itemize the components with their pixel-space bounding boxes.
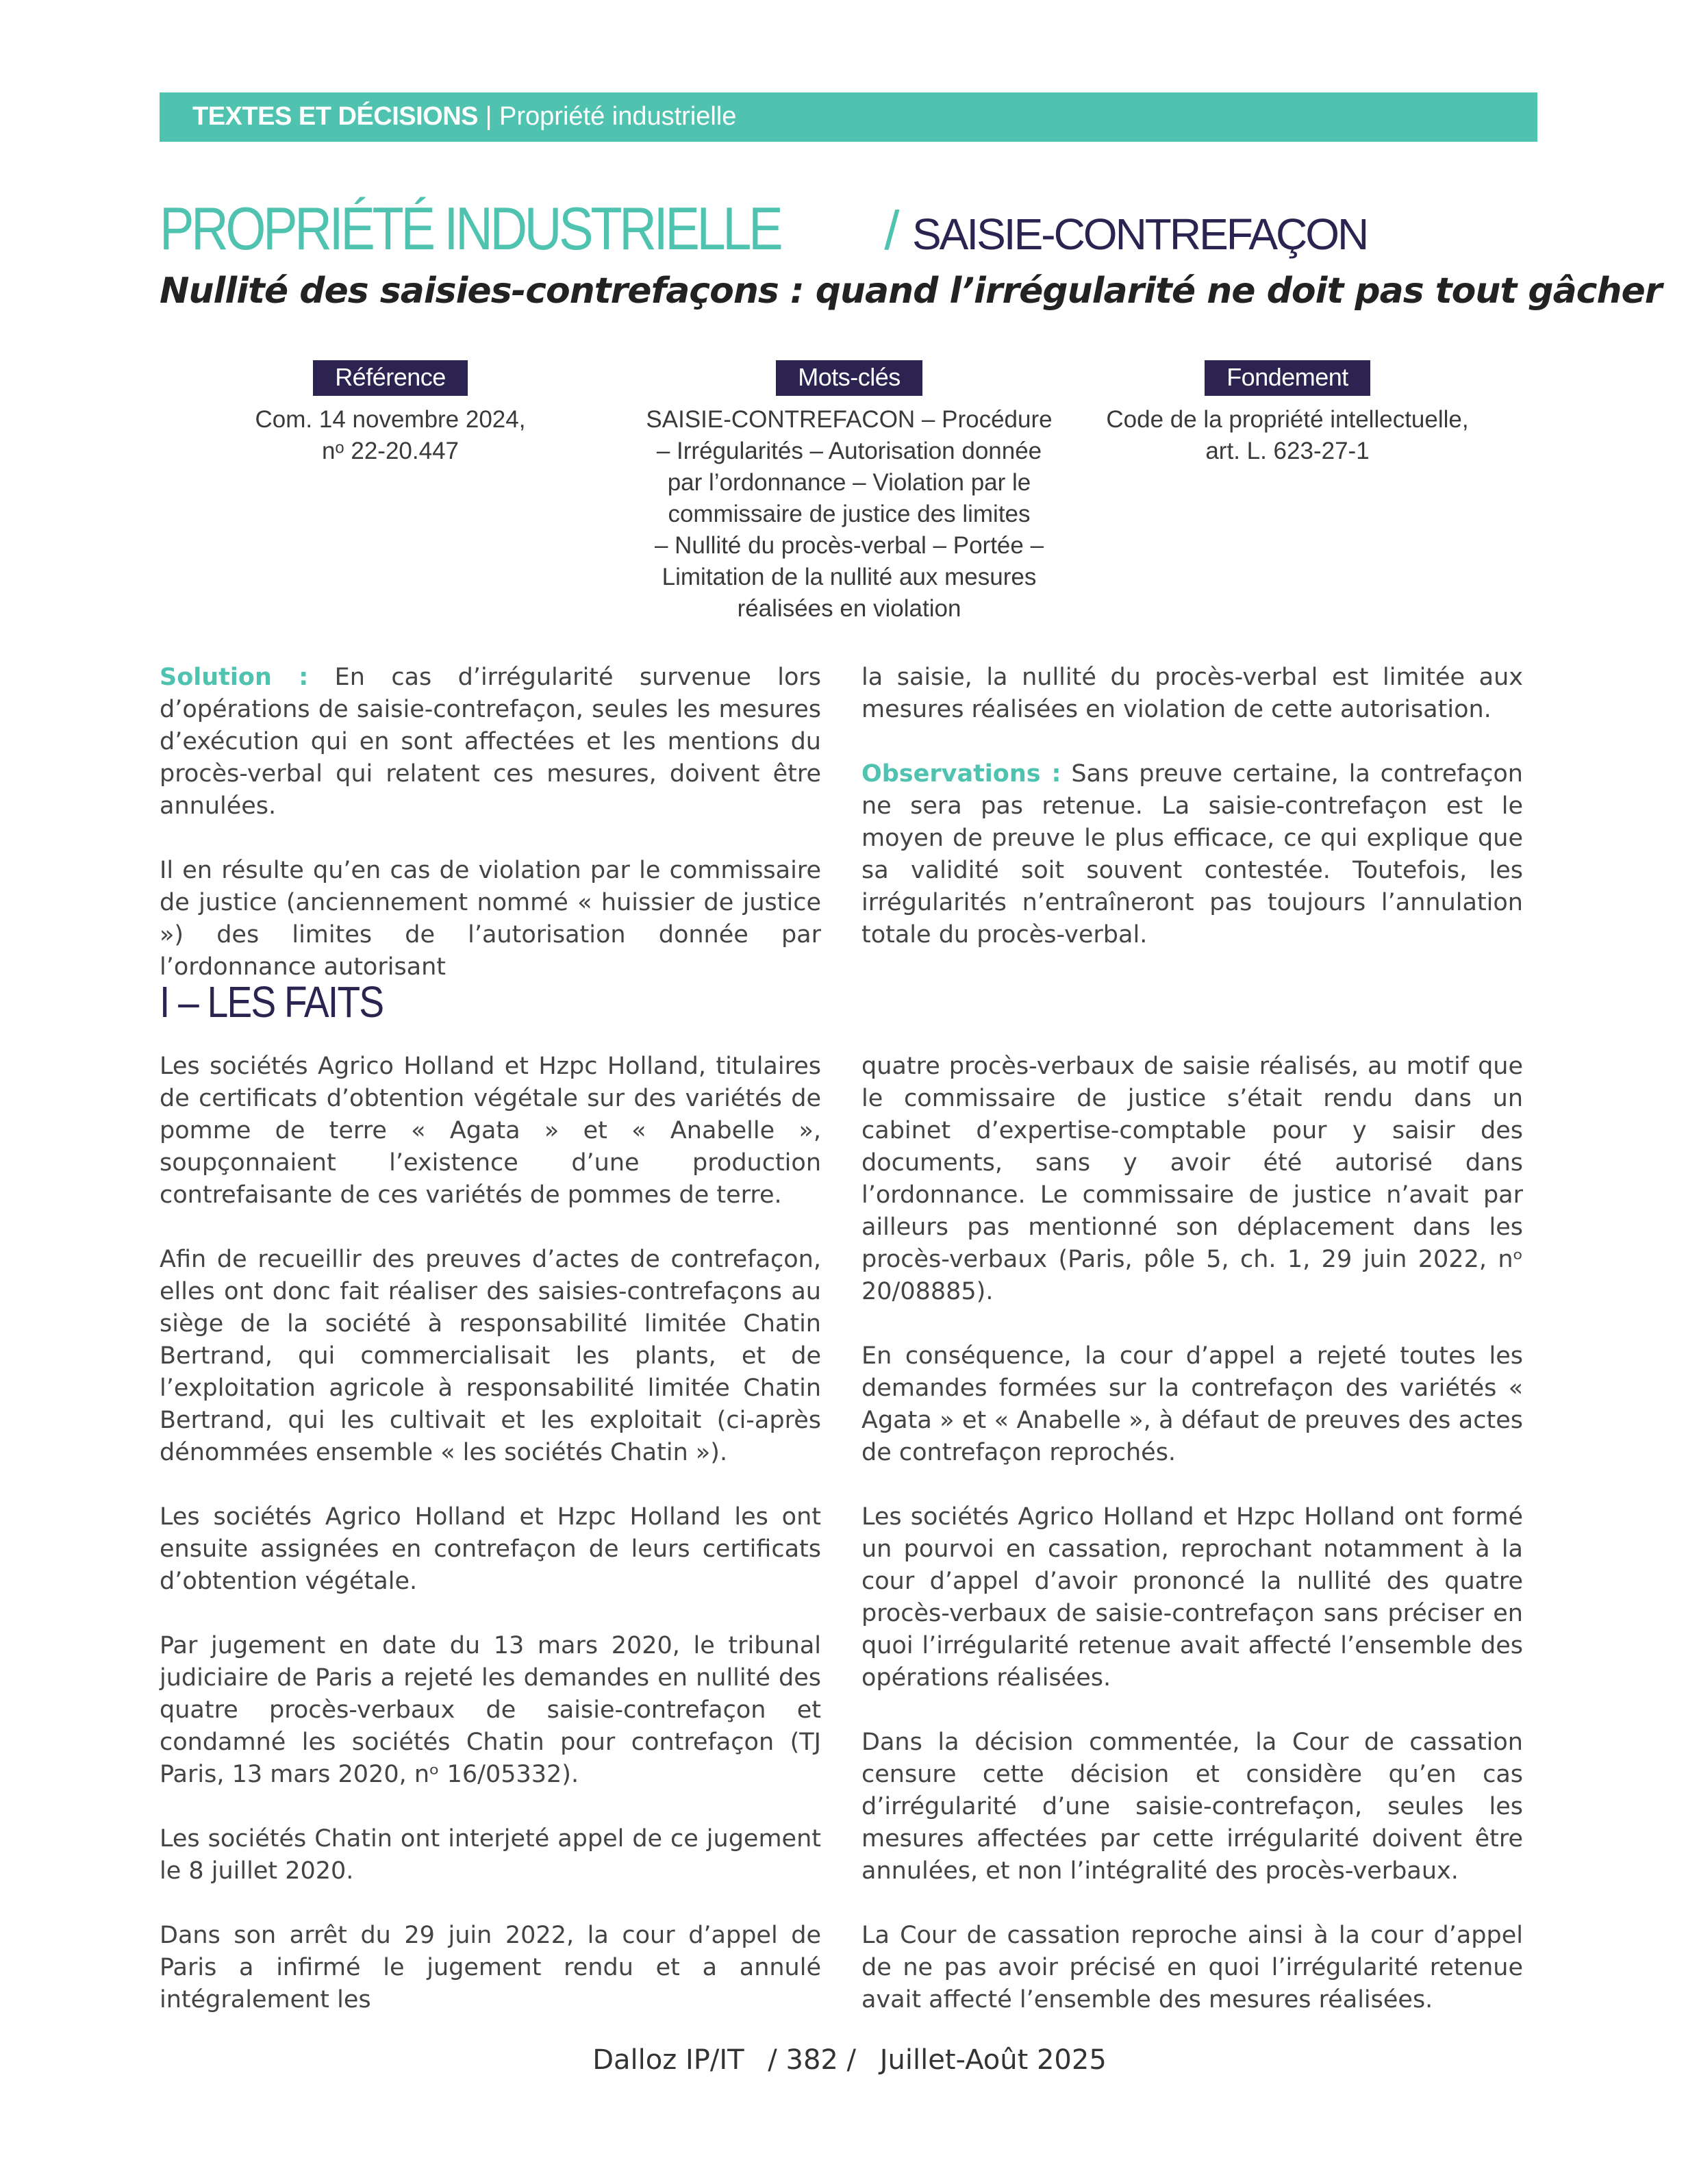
body-paragraph: Les sociétés Agrico Holland et Hzpc Holland les ont ensuite assignées en contrefaçon de leurs certificats d’obtention végétale. (160, 1503, 821, 1595)
meta-reference-line: Com. 14 novembre 2024, (255, 406, 526, 433)
meta-keywords-line: – Irrégularités – Autorisation donnée (656, 438, 1042, 464)
body-paragraph: Les sociétés Agrico Holland et Hzpc Holland ont formé un pourvoi en cassation, reprochant notamment à la cour d’appel d’avoir prononcé la nullité des quatre procès-verbaux de saisie-contrefaçon sans préciser en quoi l’irrégularité retenue avait affecté l’ensemble des opérations réalisées. (861, 1503, 1523, 1692)
meta-basis (1082, 360, 1493, 467)
banner-text (192, 102, 736, 131)
facts-left-column (160, 1051, 821, 2048)
solution-label: Solution : (160, 664, 309, 691)
article-subtitle: Nullité des saisies-contrefaçons : quand l’irrégularité ne doit pas tout gâcher (160, 271, 1662, 312)
meta-keywords-line: Limitation de la nullité aux mesures (662, 564, 1037, 590)
meta-keywords-line: SAISIE-CONTREFACON – Procédure (646, 406, 1053, 433)
meta-basis-line: Code de la propriété intellectuelle, (1106, 406, 1469, 433)
meta-basis-text (1082, 404, 1493, 467)
body-paragraph: Dans son arrêt du 29 juin 2022, la cour d’appel de Paris a infirmé le jugement rendu et a annulé intégralement les (160, 1922, 821, 2013)
observations-label: Observations : (861, 760, 1061, 788)
footer-issue: Juillet-Août 2025 (879, 2044, 1107, 2076)
section-banner (160, 92, 1537, 142)
body-paragraph: Par jugement en date du 13 mars 2020, le tribunal judiciaire de Paris a rejeté les demandes en nullité des quatre procès-verbaux de saisie-contrefaçon et condamné les sociétés Chatin pour contrefaçon (TJ Paris, 13 mars 2020, nᵒ 16/05332). (160, 1632, 821, 1788)
meta-basis-label: Fondement (1205, 360, 1370, 396)
meta-reference-text (233, 404, 548, 467)
meta-keywords-line: – Nullité du procès-verbal – Portée – (654, 532, 1044, 559)
observations-text: Sans preuve certaine, la contrefaçon ne sera pas retenue. La saisie-contrefaçon est le moyen de preuve le plus efficace, ce qui explique que sa validité soit souvent contestée. Toutefois, les irrégularités n’entraîneront pas toujours l’annulation totale du procès-verbal. (861, 760, 1523, 949)
meta-keywords-line: commissaire de justice des limites (668, 501, 1031, 527)
banner-section: TEXTES ET DÉCISIONS (192, 102, 479, 131)
section-title: I – LES FAITS (160, 977, 383, 1027)
banner-category: Propriété industrielle (499, 102, 737, 131)
summary-left-column (160, 662, 821, 1016)
meta-keywords-line: réalisées en violation (737, 595, 961, 622)
footer-page: / 382 / (768, 2044, 857, 2076)
observations-paragraph (861, 758, 1523, 951)
solution-text: En cas d’irrégularité survenue lors d’opérations de saisie-contrefaçon, seules les mesures d’exécution qui en sont affectées et les mentions du procès-verbal qui relatent ces mesures, doivent être annulées. (160, 664, 821, 820)
summary-paragraph: Il en résulte qu’en cas de violation par le commissaire de justice (anciennement nommé « huissier de justice ») des limites de l’autorisation donnée par l’ordonnance autorisant (160, 857, 821, 981)
meta-keywords (616, 360, 1082, 625)
summary-paragraph: la saisie, la nullité du procès-verbal est limitée aux mesures réalisées en violation de cette autorisation. (861, 664, 1523, 723)
headline-main: PROPRIÉTÉ INDUSTRIELLE (160, 194, 781, 262)
meta-basis-line: art. L. 623-27-1 (1205, 438, 1370, 464)
page-footer (0, 2044, 1699, 2076)
solution-paragraph (160, 662, 821, 823)
body-paragraph: Dans la décision commentée, la Cour de cassation censure cette décision et considère qu’en cas d’irrégularité d’une saisie-contrefaçon, seules les mesures affectées par cette irrégularité doivent être annulées, et non l’intégralité des procès-verbaux. (861, 1729, 1523, 1885)
meta-keywords-label: Mots-clés (776, 360, 922, 396)
headline-slash: / (884, 200, 900, 261)
banner-separator: | (485, 102, 492, 131)
footer-journal: Dalloz IP/IT (592, 2044, 744, 2076)
headline-sub: SAISIE-CONTREFAÇON (911, 210, 1368, 259)
meta-reference-line: nᵒ 22-20.447 (321, 438, 460, 464)
meta-reference-label: Référence (313, 360, 468, 396)
body-paragraph: La Cour de cassation reproche ainsi à la cour d’appel de ne pas avoir précisé en quoi l’irrégularité retenue avait affecté l’ensemble des mesures réalisées. (861, 1922, 1523, 2013)
meta-keywords-text (616, 404, 1082, 625)
body-paragraph: quatre procès-verbaux de saisie réalisés, au motif que le commissaire de justice s’était rendu dans un cabinet d’expertise-comptable pour y saisir des documents, sans y avoir été autorisé dans l’ordonnance. Le commissaire de justice n’avait par ailleurs pas mentionné son déplacement dans les procès-verbaux (Paris, pôle 5, ch. 1, 29 juin 2022, nᵒ 20/08885). (861, 1053, 1523, 1305)
body-paragraph: Afin de recueillir des preuves d’actes de contrefaçon, elles ont donc fait réaliser des saisies-contrefaçons au siège de la société à responsabilité limitée Chatin Bertrand, qui commercialisait les plants, et de l’exploitation agricole à responsabilité limitée Chatin Bertrand, qui les cultivait et les exploitait (ci-après dénommées ensemble « les sociétés Chatin »). (160, 1246, 821, 1466)
body-paragraph: En conséquence, la cour d’appel a rejeté toutes les demandes formées sur la contrefaçon des variétés « Agata » et « Anabelle », à défaut de preuves des actes de contrefaçon reprochés. (861, 1342, 1523, 1466)
page-headline (160, 194, 1367, 264)
meta-keywords-line: par l’ordonnance – Violation par le (667, 469, 1031, 496)
summary-right-column (861, 662, 1523, 983)
meta-reference (233, 360, 548, 467)
facts-right-column (861, 1051, 1523, 2048)
body-paragraph: Les sociétés Agrico Holland et Hzpc Holland, titulaires de certificats d’obtention végétale sur des variétés de pomme de terre « Agata » et « Anabelle », soupçonnaient l’existence d’une production contrefaisante de ces variétés de pommes de terre. (160, 1053, 821, 1209)
body-paragraph: Les sociétés Chatin ont interjeté appel de ce jugement le 8 juillet 2020. (160, 1825, 821, 1885)
